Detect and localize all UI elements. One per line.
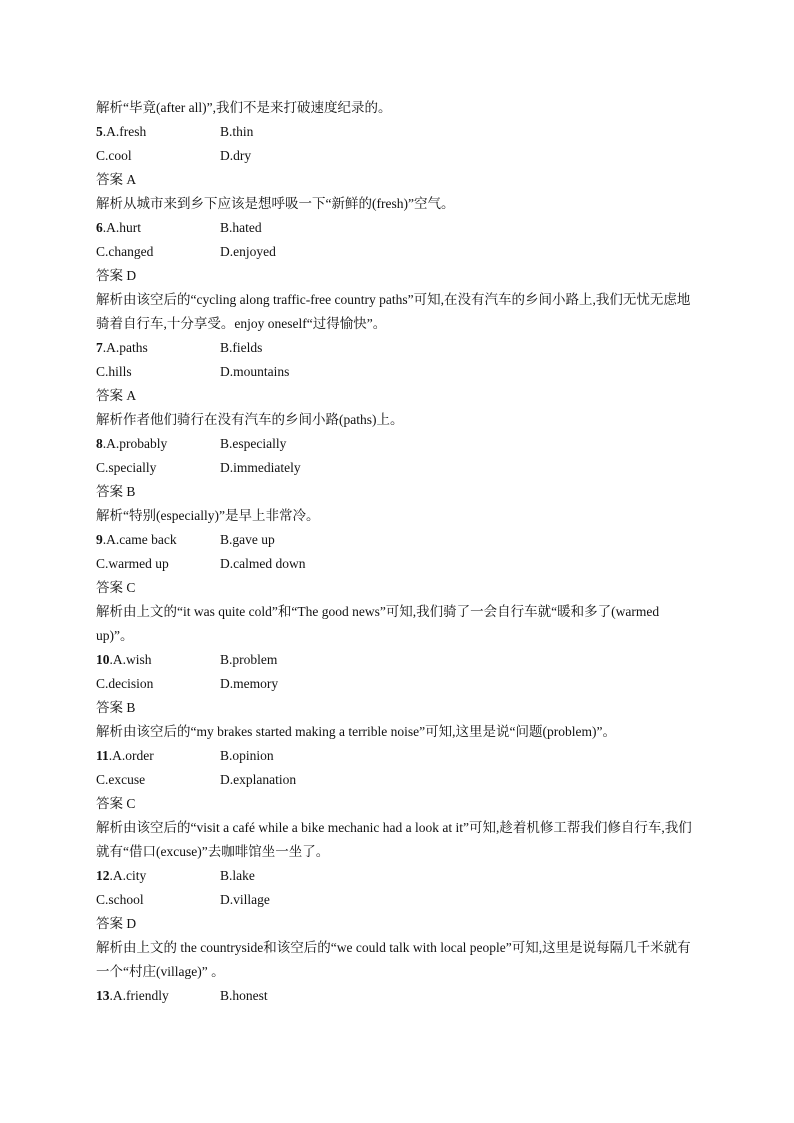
options-row-ab [96,216,696,240]
question-block [96,120,696,216]
question-block [96,528,696,648]
explanation-line: 解析由该空后的“my brakes started making a terrible noise”可知,这里是说“问题(problem)”。 [96,724,616,739]
explanation-line: 解析作者他们骑行在没有汽车的乡间小路(paths)上。 [96,412,404,427]
option-d: D.explanation [220,772,297,787]
options-row-ab [96,120,696,144]
answer-line: 答案 C [96,796,136,811]
option-b: B.lake [220,868,255,883]
option-a: .A.probably [102,436,168,451]
option-c: C.specially [96,460,157,475]
explanation-line: 解析由该空后的“cycling along traffic-free country paths”可知,在没有汽车的乡间小路上,我们无忧无虑地骑着自行车,十分享受。enjoy oneself“过得愉快”。 [96,292,691,331]
option-d: D.mountains [220,364,290,379]
option-a: .A.fresh [102,124,147,139]
question-number: 10 [96,652,110,667]
options-row-ab [96,648,696,672]
options-row-cd [96,552,696,576]
options-row-ab [96,336,696,360]
answer-line: 答案 A [96,172,137,187]
question-number: 6 [96,220,103,235]
option-d: D.immediately [220,460,301,475]
explanation-line: 解析由该空后的“visit a café while a bike mechanic had a look at it”可知,趁着机修工帮我们修自行车,我们就有“借口(excuse)”去咖啡馆坐一坐了。 [96,820,692,859]
question-number: 13 [96,988,110,1003]
question-list [96,120,696,984]
option-c: C.cool [96,148,132,163]
options-row-ab [96,432,696,456]
explanation-line: 解析从城市来到乡下应该是想呼吸一下“新鲜的(fresh)”空气。 [96,196,455,211]
option-c: C.changed [96,244,154,259]
question-number: 12 [96,868,110,883]
options-row-cd [96,456,696,480]
option-d: D.calmed down [220,556,306,571]
option-a: .A.paths [102,340,148,355]
question-number: 5 [96,124,103,139]
option-c: C.hills [96,364,132,379]
question-block [96,336,696,432]
question-block [96,432,696,528]
option-d: D.memory [220,676,279,691]
option-a: .A.friendly [109,988,169,1003]
option-c: C.warmed up [96,556,169,571]
options-row-cd [96,672,696,696]
option-c: C.excuse [96,772,146,787]
options-row-cd [96,144,696,168]
options-row-ab [96,528,696,552]
question-number: 7 [96,340,103,355]
options-row-cd [96,888,696,912]
explanation-line: 解析由上文的 the countryside和该空后的“we could talk with local people”可知,这里是说每隔几千米就有一个“村庄(village)” 。 [96,940,691,979]
option-d: D.dry [220,148,252,163]
option-b: B.honest [220,988,268,1003]
option-b: B.hated [220,220,262,235]
explanation-line: 解析“特别(especially)”是早上非常冷。 [96,508,320,523]
intro-explanation: 解析“毕竟(after all)”,我们不是来打破速度纪录的。 [96,100,392,115]
option-a: .A.city [109,868,147,883]
option-a: .A.wish [109,652,152,667]
document-page [96,96,696,1008]
answer-line: 答案 C [96,580,136,595]
options-row-cd [96,360,696,384]
question-block [96,744,696,864]
option-c: C.decision [96,676,154,691]
option-b: B.problem [220,652,278,667]
option-b: B.especially [220,436,287,451]
options-row-cd [96,768,696,792]
answer-line: 答案 B [96,484,136,499]
option-d: D.village [220,892,270,907]
option-d: D.enjoyed [220,244,276,259]
answer-line: 答案 D [96,268,137,283]
option-a: .A.hurt [102,220,141,235]
option-b: B.fields [220,340,263,355]
option-a: .A.order [108,748,154,763]
question-block [96,216,696,336]
question-block [96,864,696,984]
option-b: B.opinion [220,748,274,763]
options-row-ab [96,864,696,888]
answer-line: 答案 D [96,916,137,931]
options-row-ab [96,744,696,768]
question-number: 8 [96,436,103,451]
explanation-line: 解析由上文的“it was quite cold”和“The good news”可知,我们骑了一会自行车就“暖和多了(warmed up)”。 [96,604,660,643]
question-13-options-row-1 [96,984,696,1008]
option-b: B.gave up [220,532,275,547]
question-number: 9 [96,532,103,547]
answer-line: 答案 B [96,700,136,715]
option-b: B.thin [220,124,254,139]
options-row-cd [96,240,696,264]
question-number: 11 [96,748,109,763]
option-a: .A.came back [102,532,177,547]
question-block [96,648,696,744]
answer-line: 答案 A [96,388,137,403]
option-c: C.school [96,892,144,907]
